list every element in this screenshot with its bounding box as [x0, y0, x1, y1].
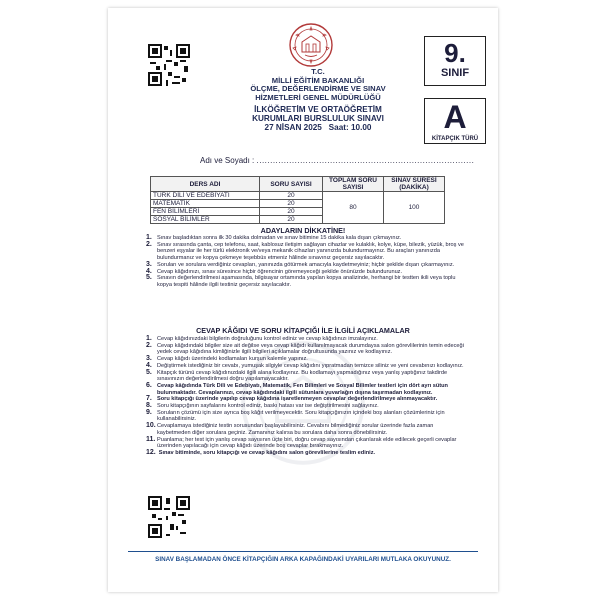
- booklet-letter: A: [443, 99, 467, 135]
- grade-label: SINIF: [440, 67, 470, 79]
- qr-code-top: [148, 44, 190, 86]
- header-exam-1: İLKÖĞRETİM VE ORTAÖĞRETİM: [254, 105, 382, 115]
- course-name: TÜRK DİLİ VE EDEBİYATI: [151, 192, 260, 200]
- exam-booklet-cover: [108, 8, 498, 592]
- list-item: 6. Cevap kâğıdında Türk Dili ve Edebiyatı, Matematik, Fen Bilimleri ve Sosyal Bilimler testleri için dört ayrı sütun bulunmaktadır. Cevaplarınızı, cevap kâğıdındaki ilgili sütunlara yuvarlağın dışına taşırmadan kodlayınız.: [146, 383, 468, 396]
- header-tc: T.C.: [311, 67, 325, 76]
- course-name: FEN BİLİMLERİ: [151, 208, 260, 216]
- grade-number: 9.: [444, 38, 466, 68]
- exam-duration: 100: [384, 192, 445, 224]
- name-field: [200, 156, 474, 165]
- rule-text: Değiştirmek istediğiniz bir cevabı, yumuşak silgiyle cevap kâğıdını yıpratmadan temizce siliniz ve yeni cevabınızı kodlayınız.: [157, 362, 464, 369]
- exam-header: [218, 68, 418, 132]
- course-name: MATEMATİK: [151, 200, 260, 208]
- booklet-label: KİTAPÇIK TÜRÜ: [431, 136, 479, 142]
- rule-text: Soru kitapçığının sayfalarını kontrol ediniz, baskı hatası var ise değiştirilmesini sağlayınız.: [157, 403, 379, 410]
- rule-text: Cevap kâğıdındaki bilgiler size ait değilse veya cevap kâğıdı kullanılmayacak durumdaysa salon görevlilerinin temin edeceği yedek cevap kâğıdına kimliğinizle ilgili bilgileri açıklamalar doğrultusunda yazınız ve kodlayınız.: [157, 342, 464, 356]
- list-item: 10. Cevaplamaya istediğiniz testin sorusundan başlayabilirsiniz. Cevabını bilmediğiniz sorular üzerinde fazla zaman kaybetmeden diğer sorulara geçiniz. Zamanınız kalırsa bu sorulara daha sonra dönebilirsiniz.: [146, 423, 468, 436]
- col-header-duration: SINAV SÜRESİ (DAKİKA): [384, 177, 445, 192]
- table-row: [151, 192, 445, 200]
- list-item: 4. Cevap kâğıdınızı, sınav süresince hiçbir öğrencinin göremeyeceği şekilde önünüzde bulundurunuz.: [146, 267, 403, 275]
- col-header-count: SORU SAYISI: [260, 177, 323, 192]
- list-item: 9. Soruların çözümü için size ayrıca boş kâğıt verilmeyecektir. Soru kitapçığınızın içindeki boş alanları çözümleriniz için kullanabilirsiniz.: [146, 410, 468, 423]
- header-directorate-2: HİZMETLERİ GENEL MÜDÜRLÜĞÜ: [255, 92, 381, 102]
- rule-text: Kitapçık türünü cevap kâğıdınızdaki ilgili alana kodlayınız. Bu kodlamayı yapmadığınız veya yanlış yaptığınız takdirde sınavınızın değerlendirilmesi doğru yapılamayacaktır.: [157, 369, 448, 383]
- col-header-total: TOPLAM SORU SAYISI: [323, 177, 384, 192]
- header-directorate-1: ÖLÇME, DEĞERLENDİRME VE SINAV: [250, 84, 386, 94]
- rule-text: Sınav bitiminde, soru kitapçığı ve cevap kâğıdını salon görevlilerine teslim ediniz.: [158, 449, 376, 456]
- header-date-time: 27 NİSAN 2025 Saat: 10.00: [264, 122, 372, 132]
- rule-text: Sınavın değerlendirilmesi aşamasında, bilgisayar ortamında yapılan kopya analizinde, herhangi bir testten ikili veya toplu kopya tespiti hâlinde ilgili testiniz geçersiz sayılacaktır.: [157, 275, 456, 288]
- course-name: SOSYAL BİLİMLER: [151, 216, 260, 224]
- list-item: 11. Puanlama; her test için yanlış cevap sayısının üçte biri, doğru cevap sayısından çıkarılarak elde edilecek geçerli cevaplar üzerinden yapılacağı için cevap kâğıdı üzerinde boş cevaplar bırakmayınız.: [146, 437, 468, 450]
- rule-text: Cevap kâğıdı üzerindeki kodlamaları kurşun kalemle yapınız.: [157, 356, 308, 363]
- list-item: 4. Değiştirmek istediğiniz bir cevabı, yumuşak silgiyle cevap kâğıdını yıpratmadan temizce siliniz ve yeni cevabınızı kodlayınız.: [146, 361, 464, 369]
- course-table: [150, 176, 445, 224]
- list-item: 3. Cevap kâğıdı üzerindeki kodlamaları kurşun kalemle yapınız.: [146, 355, 308, 363]
- header-ministry: MİLLİ EĞİTİM BAKANLIĞI: [271, 75, 365, 85]
- list-item: 7. Soru kitapçığı üzerinde yapılıp cevap kâğıdına işaretlenmeyen cevaplar değerlendirilmeye alınmayacaktır.: [146, 395, 438, 403]
- footer-warning: SINAV BAŞLAMADAN ÖNCE KİTAPÇIĞIN ARKA KAPAĞINDAKİ UYARILARI MUTLAKA OKUYUNUZ.: [155, 556, 451, 563]
- rule-text: Cevap kâğıdında Türk Dili ve Edebiyatı, Matematik, Fen Bilimleri ve Sosyal Bilimler testleri için dört ayrı sütun bulunmaktadır. Cevaplarınızı, cevap kâğıdındaki ilgili sütunlara yuvarlağın dışına taşırmadan kodlayınız.: [157, 382, 448, 396]
- answer-sheet-rules-list: [146, 336, 468, 457]
- list-item: 1. Sınav başladıktan sonra ilk 30 dakika dolmadan ve sınav bitimine 15 dakika kala dışarı çıkmayınız.: [146, 234, 402, 241]
- list-item: 2. Cevap kâğıdındaki bilgiler size ait değilse veya cevap kâğıdı kullanılmayacak durumdaysa salon görevlilerinin temin edeceği yedek cevap kâğıdına kimliğinizle ilgili bilgileri açıklamalar doğrultusunda yazınız ve kodlayınız.: [146, 343, 468, 356]
- rule-text: Sınav başladıktan sonra ilk 30 dakika dolmadan ve sınav bitimine 15 dakika kala dışarı çıkmayınız.: [157, 235, 402, 241]
- name-field-label: Adı ve Soyadı :: [200, 156, 255, 165]
- header-exam-2: KURUMLARI BURSLULUK SINAVI: [252, 113, 384, 123]
- rule-text: Cevaplamaya istediğiniz testin sorusundan başlayabilirsiniz. Cevabını bilmediğiniz sorular üzerinde fazla zaman kaybetmeden diğer sorulara geçiniz. Zamanınız kalırsa bu sorulara daha sonra dönebilirsiniz.: [157, 423, 434, 436]
- course-count: 20: [260, 216, 323, 224]
- ministry-seal-logo: [288, 22, 334, 68]
- booklet-type-box: [424, 98, 486, 144]
- section-answer-sheet-title: CEVAP KÂĞIDI VE SORU KİTAPÇIĞI İLE İLGİLİ AÇIKLAMALAR: [196, 326, 410, 335]
- list-item: 5. Sınavın değerlendirilmesi aşamasında, bilgisayar ortamında yapılan kopya analizinde, herhangi bir testten ikili veya toplu kopya tespiti hâlinde ilgili testiniz geçersiz sayılacaktır.: [146, 275, 468, 288]
- footer-divider: [128, 551, 478, 552]
- total-question-count: 80: [323, 192, 384, 224]
- rule-text: Soru kitapçığı üzerinde yapılıp cevap kâğıdına işaretlenmeyen cevaplar değerlendirilmeye alınmayacaktır.: [157, 396, 438, 403]
- list-item: 2. Sınav sırasında çanta, cep telefonu, saat, kablosuz iletişim sağlayan cihazlar ve kulaklık, kolye, küpe, bilezik, yüzük, broş ve benzeri eşyalar ile her türlü elektronik ve/veya mekanik cihazları yanınızda bulundurmayınız. Bu araçları yanınızda bulundurmanız ve kopya çekmeye teşebbüs etmeniz hâlinde sınavınız geçersiz sayılacaktır.: [146, 242, 468, 262]
- section-candidates-title: ADAYLARIN DİKKATİNE!: [260, 226, 346, 235]
- list-item: 3. Soruları ve sorulara verdiğiniz cevapları, yanınızda götürmek amacıyla kaydetmeyiniz; hiçbir şekilde dışarı çıkarmayınız.: [146, 260, 455, 268]
- list-item: 12. Sınav bitiminde, soru kitapçığı ve cevap kâğıdını salon görevlilerine teslim ediniz.: [146, 448, 376, 456]
- rule-text: Puanlama; her test için yanlış cevap sayısının üçte biri, doğru cevap sayısından çıkarılarak elde edilecek geçerli cevaplar üzerinden yapılacağı için cevap kâğıdı üzerinde boş cevaplar bırakmayınız.: [157, 436, 457, 450]
- rule-text: Cevap kâğıdınızı, sınav süresince hiçbir öğrencinin göremeyeceği şekilde önünüzde bulundurunuz.: [157, 268, 403, 275]
- name-field-dots: ................................................................................: [256, 156, 475, 165]
- rule-text: Soruların çözümü için size ayrıca boş kâğıt verilmeyecektir. Soru kitapçığınızın içindeki boş alanları çözümleriniz için kullanabilirsiniz.: [157, 409, 445, 423]
- grade-box: [424, 36, 486, 86]
- course-count: 20: [260, 208, 323, 216]
- qr-code-bottom: [148, 496, 190, 538]
- candidate-rules-list: [146, 235, 468, 289]
- rule-text: Sınav sırasında çanta, cep telefonu, saat, kablosuz iletişim sağlayan cihazlar ve kulaklık, kolye, küpe, bilezik, yüzük, broş ve benzeri eşyalar ile her türlü elektronik ve/veya mekanik cihazları yanınızda bulundurmayınız. Bu araçları yanınızda bulundurmanız ve kopya çekmeye teşebbüs etmeniz hâlinde sınavınız geçersiz sayılacaktır.: [157, 241, 464, 262]
- rule-text: Cevap kâğıdınızdaki bilgilerin doğruluğunu kontrol ediniz ve cevap kâğıdınızı imzalayınız.: [157, 336, 378, 342]
- rule-text: Soruları ve sorulara verdiğiniz cevapları, yanınızda götürmek amacıyla kaydetmeyiniz; hiçbir şekilde dışarı çıkarmayınız.: [157, 261, 455, 268]
- course-count: 20: [260, 200, 323, 208]
- course-count: 20: [260, 192, 323, 200]
- list-item: 5. Kitapçık türünü cevap kâğıdınızdaki ilgili alana kodlayınız. Bu kodlamayı yapmadığınız veya yanlış yaptığınız takdirde sınavınızın değerlendirilmesi doğru yapılamayacaktır.: [146, 370, 468, 383]
- list-item: 1. Cevap kâğıdınızdaki bilgilerin doğruluğunu kontrol ediniz ve cevap kâğıdınızı imzalayınız.: [146, 335, 378, 342]
- col-header-course: DERS ADI: [151, 177, 260, 192]
- list-item: 8. Soru kitapçığının sayfalarını kontrol ediniz, baskı hatası var ise değiştirilmesini sağlayınız.: [146, 402, 379, 410]
